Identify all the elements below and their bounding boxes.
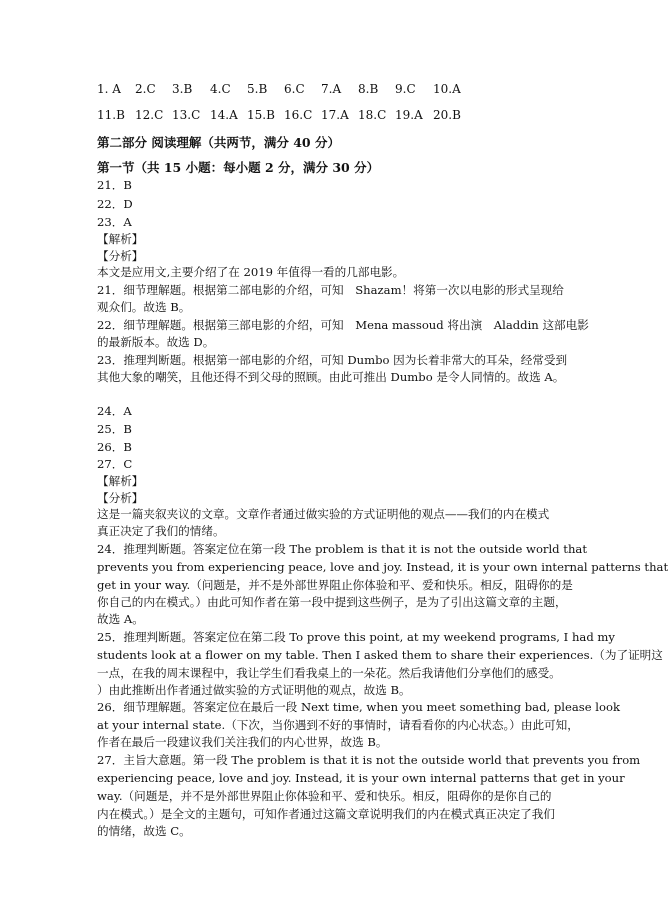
answer-line: 25．B — [97, 422, 132, 436]
answer-item: 19.A — [395, 108, 423, 122]
text-line: 27．主旨大意题。第一段 The problem is that it is not the outside world that prevents you from — [97, 753, 641, 767]
text-line: 你自己的内在模式。）由此可知作者在第一段中提到这些例子，是为了引出这篇文章的主题， — [97, 595, 567, 609]
text-line: ）由此推断出作者通过做实验的方式证明他的观点，故选 B。 — [97, 683, 411, 697]
jiexi-label: 【解析】 — [97, 474, 144, 488]
answer-item: 3.B — [172, 82, 193, 96]
answer-item: 13.C — [172, 108, 201, 122]
jiexi-label: 【解析】 — [97, 232, 144, 246]
answer-item: 1. A — [97, 82, 121, 96]
section-title: 第二部分 阅读理解（共两节，满分 40 分） — [97, 135, 340, 150]
text-line: 的最新版本。故选 D。 — [97, 335, 215, 349]
text-line: 其他大象的嘲笑，且他还得不到父母的照顾。由此可推出 Dumbo 是令人同情的。故选 A。 — [97, 370, 565, 384]
answer-item: 10.A — [433, 82, 461, 96]
answer-item: 7.A — [321, 82, 342, 96]
answer-item: 5.B — [247, 82, 268, 96]
answer-item: 9.C — [395, 82, 416, 96]
answer-item: 2.C — [135, 82, 156, 96]
text-line: 本文是应用文,主要介绍了在 2019 年值得一看的几部电影。 — [97, 265, 405, 279]
answer-item: 4.C — [210, 82, 231, 96]
text-line: 内在模式。）是全文的主题句，可知作者通过这篇文章说明我们的内在模式真正决定了我们 — [97, 807, 555, 821]
text-line: 21．细节理解题。根据第二部电影的介绍，可知 Shazam！将第一次以电影的形式呈现给 — [97, 283, 564, 297]
answer-line: 26．B — [97, 440, 132, 454]
answer-item: 12.C — [135, 108, 164, 122]
text-line: 24．推理判断题。答案定位在第一段 The problem is that it is not the outside world that — [97, 542, 587, 556]
subsection-title: 第一节（共 15 小题：每小题 2 分，满分 30 分） — [97, 160, 380, 175]
text-line: 真正决定了我们的情绪。 — [97, 524, 225, 538]
text-line: 的情绪，故选 C。 — [97, 824, 191, 838]
answer-item: 8.B — [358, 82, 379, 96]
answer-item: 16.C — [284, 108, 313, 122]
text-line: get in your way.（问题是，并不是外部世界阻止你体验和平、爱和快乐。相反，阻碍你的是 — [97, 578, 573, 592]
text-line: 故选 A。 — [97, 612, 144, 626]
text-line: 这是一篇夹叙夹议的文章。文章作者通过做实验的方式证明他的观点——我们的内在模式 — [97, 507, 550, 521]
answer-item: 15.B — [247, 108, 275, 122]
text-line: 作者在最后一段建议我们关注我们的内心世界，故选 B。 — [97, 735, 388, 749]
text-line: 25．推理判断题。答案定位在第二段 To prove this point, at my weekend programs, I had my — [97, 630, 615, 644]
text-line: 一点，在我的周末课程中，我让学生们看我桌上的一朵花。然后我请他们分享他们的感受。 — [97, 666, 561, 680]
answer-line: 24．A — [97, 404, 132, 418]
text-line: 22．细节理解题。根据第三部电影的介绍，可知 Mena massoud 将出演 Aladdin 这部电影 — [97, 318, 589, 332]
text-line: students look at a flower on my table. Then I asked them to share their experiences.（为了证明这 — [97, 648, 663, 662]
answer-line: 21．B — [97, 178, 132, 192]
text-line: 观众们。故选 B。 — [97, 300, 191, 314]
answer-item: 6.C — [284, 82, 305, 96]
fenxi-label: 【分析】 — [97, 491, 144, 505]
answer-item: 17.A — [321, 108, 349, 122]
answer-line: 23．A — [97, 215, 132, 229]
text-line: at your internal state.（下次，当你遇到不好的事情时，请看看你的内心状态。）由此可知， — [97, 718, 579, 732]
text-line: 26．细节理解题。答案定位在最后一段 Next time, when you meet something bad, please look — [97, 700, 620, 714]
fenxi-label: 【分析】 — [97, 249, 144, 263]
answer-line: 22．D — [97, 197, 133, 211]
text-line: prevents you from experiencing peace, love and joy. Instead, it is your own internal patterns that — [97, 560, 668, 574]
answer-item: 18.C — [358, 108, 387, 122]
answer-item: 11.B — [97, 108, 125, 122]
text-line: 23．推理判断题。根据第一部电影的介绍，可知 Dumbo 因为长着非常大的耳朵，经常受到 — [97, 353, 568, 367]
answer-item: 14.A — [210, 108, 238, 122]
answer-item: 20.B — [433, 108, 461, 122]
text-line: experiencing peace, love and joy. Instead, it is your own internal patterns that get in your — [97, 771, 625, 785]
text-line: way.（问题是，并不是外部世界阻止你体验和平、爱和快乐。相反，阻碍你的是你自己的 — [97, 789, 552, 803]
answer-line: 27．C — [97, 457, 133, 471]
